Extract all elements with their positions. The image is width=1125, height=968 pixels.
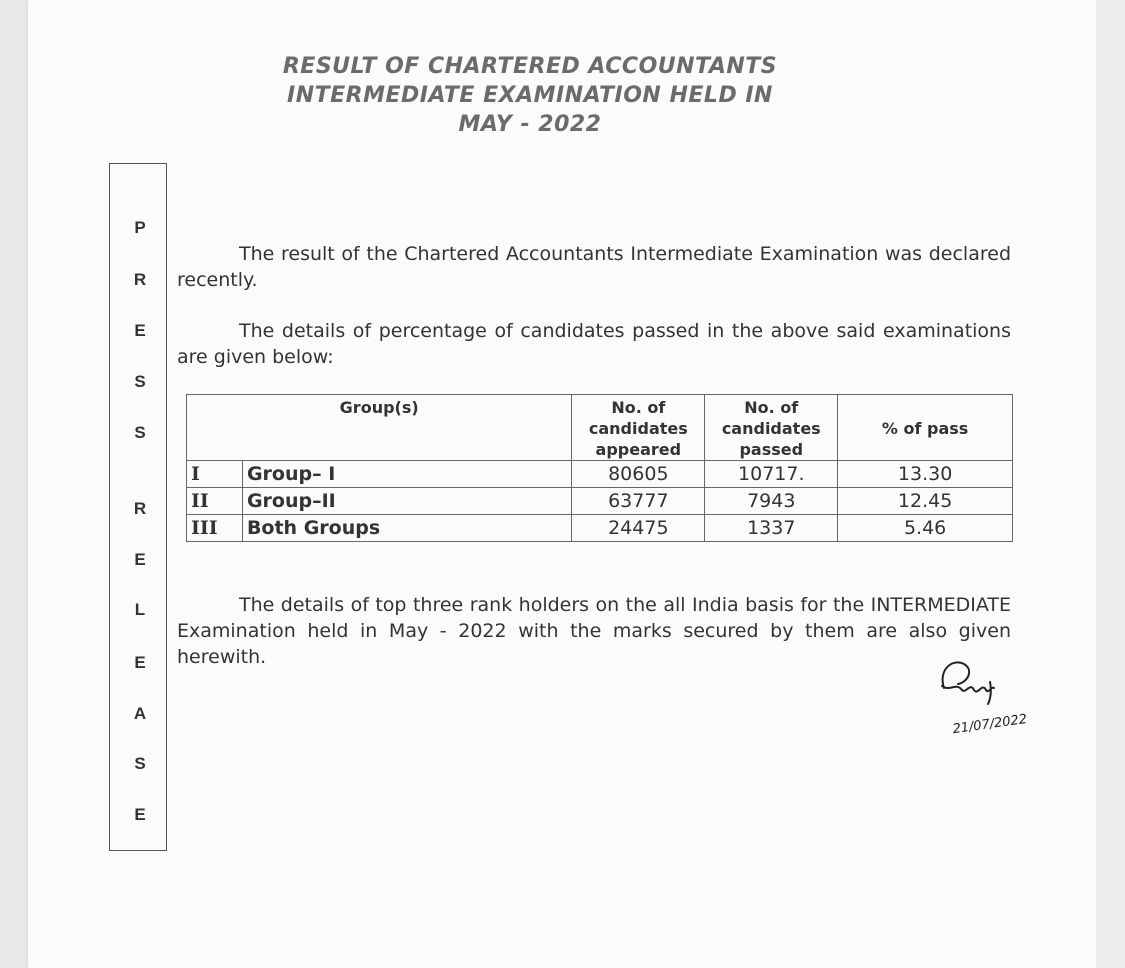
- title-line-1: RESULT OF CHARTERED ACCOUNTANTS: [282, 54, 778, 79]
- sidebar-letter: E: [134, 653, 146, 672]
- paragraph-details-intro: [177, 318, 1011, 370]
- sidebar-letter: A: [133, 704, 147, 723]
- document-title: [150, 52, 910, 139]
- header-pass-percent: % of pass: [838, 395, 1013, 461]
- paragraph-rank-holders: [177, 592, 1011, 670]
- paragraph-text: The result of the Chartered Accountants Intermediate Examination was declared recently.: [177, 243, 1011, 291]
- row-number: II: [187, 488, 243, 515]
- sidebar-letter: E: [134, 321, 146, 340]
- header-passed-line: passed: [739, 440, 804, 459]
- row-appeared: 63777: [572, 488, 705, 515]
- table-row: [187, 515, 1013, 542]
- title-line-3: MAY - 2022: [458, 112, 602, 137]
- row-number: III: [187, 515, 243, 542]
- sidebar-letter: P: [134, 218, 146, 237]
- sidebar-letter: S: [134, 372, 146, 391]
- header-appeared-line: appeared: [595, 440, 682, 459]
- table-header-row: [187, 395, 1013, 461]
- paragraph-text: The details of top three rank holders on the all India basis for the INTERMEDIATE Examination held in May - 2022 with the marks secured by them are also given herewith.: [177, 594, 1011, 668]
- header-appeared-line: candidates: [588, 419, 688, 438]
- sidebar-letter: L: [134, 600, 146, 619]
- paragraph-text: The details of percentage of candidates passed in the above said examinations are given below:: [177, 320, 1011, 368]
- signature-date: 21/07/2022: [951, 711, 1028, 738]
- row-group: Group–II: [242, 488, 571, 515]
- row-passed: 10717.: [705, 461, 838, 488]
- title-line-2: INTERMEDIATE EXAMINATION HELD IN: [287, 83, 773, 108]
- row-appeared: 80605: [572, 461, 705, 488]
- row-passed: 7943: [705, 488, 838, 515]
- header-appeared: [572, 395, 705, 461]
- paragraph-result-declared: [177, 241, 1011, 293]
- table-row: [187, 461, 1013, 488]
- row-passed: 1337: [705, 515, 838, 542]
- sidebar-letter: S: [134, 423, 146, 442]
- row-pass-percent: 5.46: [838, 515, 1013, 542]
- sidebar-letter: E: [134, 550, 146, 569]
- row-number: I: [187, 461, 243, 488]
- row-pass-percent: 13.30: [838, 461, 1013, 488]
- row-group: Group– I: [242, 461, 571, 488]
- results-table: [186, 394, 1013, 542]
- handwritten-signature: [930, 652, 1060, 742]
- header-passed-line: No. of: [744, 398, 799, 417]
- table-row: [187, 488, 1013, 515]
- row-pass-percent: 12.45: [838, 488, 1013, 515]
- header-passed-line: candidates: [721, 419, 821, 438]
- header-appeared-line: No. of: [611, 398, 666, 417]
- sidebar-letter: R: [133, 270, 147, 289]
- row-appeared: 24475: [572, 515, 705, 542]
- header-passed: [705, 395, 838, 461]
- sidebar-letter: S: [134, 754, 146, 773]
- sidebar-letter: R: [133, 499, 147, 518]
- page-edge-shadow: [1096, 0, 1125, 968]
- sidebar-letter: E: [134, 805, 146, 824]
- row-group: Both Groups: [242, 515, 571, 542]
- header-groups: Group(s): [187, 395, 572, 461]
